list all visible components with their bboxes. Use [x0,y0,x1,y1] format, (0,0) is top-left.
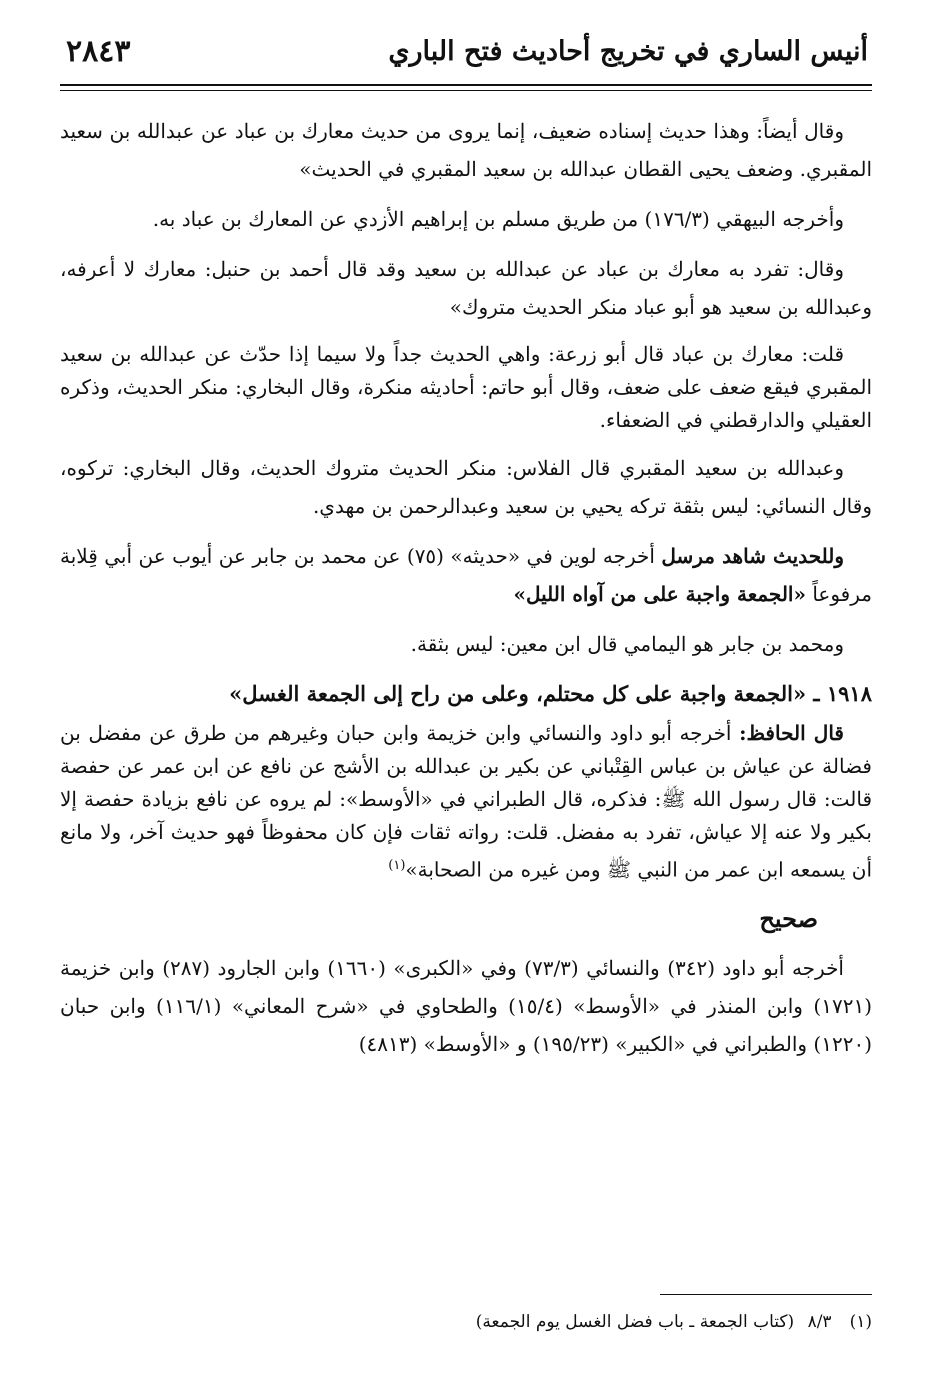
book-page [60,28,872,1332]
footnote-reference: ٨/٣ [807,1312,832,1332]
hadith-heading: ١٩١٨ ـ «الجمعة واجبة على كل محتلم، وعلى من راح إلى الجمعة الغسل» [229,681,872,706]
shahid-text: أخرجه لوين في «حديثه» (٧٥) عن محمد بن جابر عن أيوب عن أبي قِلابة مرفوعاً [60,544,872,606]
footnote [476,1312,872,1332]
running-title: أنيس الساري في تخريج أحاديث فتح الباري [388,36,868,67]
takhrij-paragraph: أخرجه أبو داود (٣٤٢) والنسائي (٧٣/٣) وفي «الكبرى» (١٦٦٠) وابن الجارود (٢٨٧) وابن خزيمة (١٧٢١) وابن المنذر في «الأوسط» (١٥/٤) والطحاوي في «شرح المعاني» (١١٦/١) وابن حبان (١٢٢٠) والطبراني في «الكبير» (١٩٥/٢٣) و «الأوسط» (٤٨١٣) [60,955,872,1056]
paragraph-4: قلت: معارك بن عباد قال أبو زرعة: واهي الحديث جداً ولا سيما إذا حدّث عن عبدالله بن سعيد المقبري فيقع ضعف على ضعف، وقال أبو حاتم: أحاديثه منكرة، وقال البخاري: منكر الحديث، وذكره العقيلي والدارقطني في الضعفاء. [60,342,872,432]
footnote-number: (١) [849,1312,872,1332]
hafiz-paragraph [60,717,872,887]
paragraph-6 [60,537,872,613]
page-header [60,28,872,82]
footnote-marker: (١) [388,858,406,873]
paragraph-2: وأخرجه البيهقي (١٧٦/٣) من طريق مسلم بن إبراهيم الأزدي عن المعارك بن عباد به. [152,207,844,231]
paragraph-5: وعبدالله بن سعيد المقبري قال الفلاس: منكر الحديث متروك الحديث، وقال البخاري: تركوه، وقال النسائي: ليس بثقة تركه يحيي بن سعيد وعبدالرحمن بن مهدي. [60,456,872,518]
footnote-text: (كتاب الجمعة ـ باب فضل الغسل يوم الجمعة) [475,1312,795,1332]
mursal-hadith-text: «الجمعة واجبة على من آواه الليل» [513,582,806,606]
hafiz-text: أخرجه أبو داود والنسائي وابن خزيمة وابن حبان وغيرهم من طرق عن مفضل بن فضالة عن عياش بن عباس القِتْباني عن بكير بن عبدالله بن الأشج عن نافع عن ابن عمر عن حفصة قالت: قال رسول الله ﷺ: فذكره، قال الطبراني في «الأوسط»: لم يروه عن نافع بزيادة حفصة إلا بكير ولا عنه إلا عياش، تفرد به مفضل. قلت: رواته ثقات فإن كان محفوظاً فهو حديث آخر، ولا مانع أن يسمعه ابن عمر من النبي ﷺ ومن غيره من الصحابة» [60,721,872,882]
paragraph-7: ومحمد بن جابر هو اليمامي قال ابن معين: ليس بثقة. [410,632,844,656]
hafiz-lead: قال الحافظ: [739,721,844,745]
page-body [60,112,872,1075]
header-rule [60,84,872,91]
paragraph-3: وقال: تفرد به معارك بن عباد عن عبدالله بن سعيد وقد قال أحمد بن حنبل: معارك لا أعرفه، وعبدالله بن سعيد هو أبو عباد منكر الحديث متروك» [60,257,872,319]
page-number: ٢٨٤٣ [66,34,131,69]
verdict-heading: صحيح [759,903,818,933]
footnote-rule [660,1294,872,1295]
shahid-lead: وللحديث شاهد مرسل [661,544,844,568]
paragraph-1: وقال أيضاً: وهذا حديث إسناده ضعيف، إنما يروى من حديث معارك بن عباد عن عبدالله بن سعيد المقبري. وضعف يحيى القطان عبدالله بن سعيد المقبري في الحديث» [60,119,872,181]
